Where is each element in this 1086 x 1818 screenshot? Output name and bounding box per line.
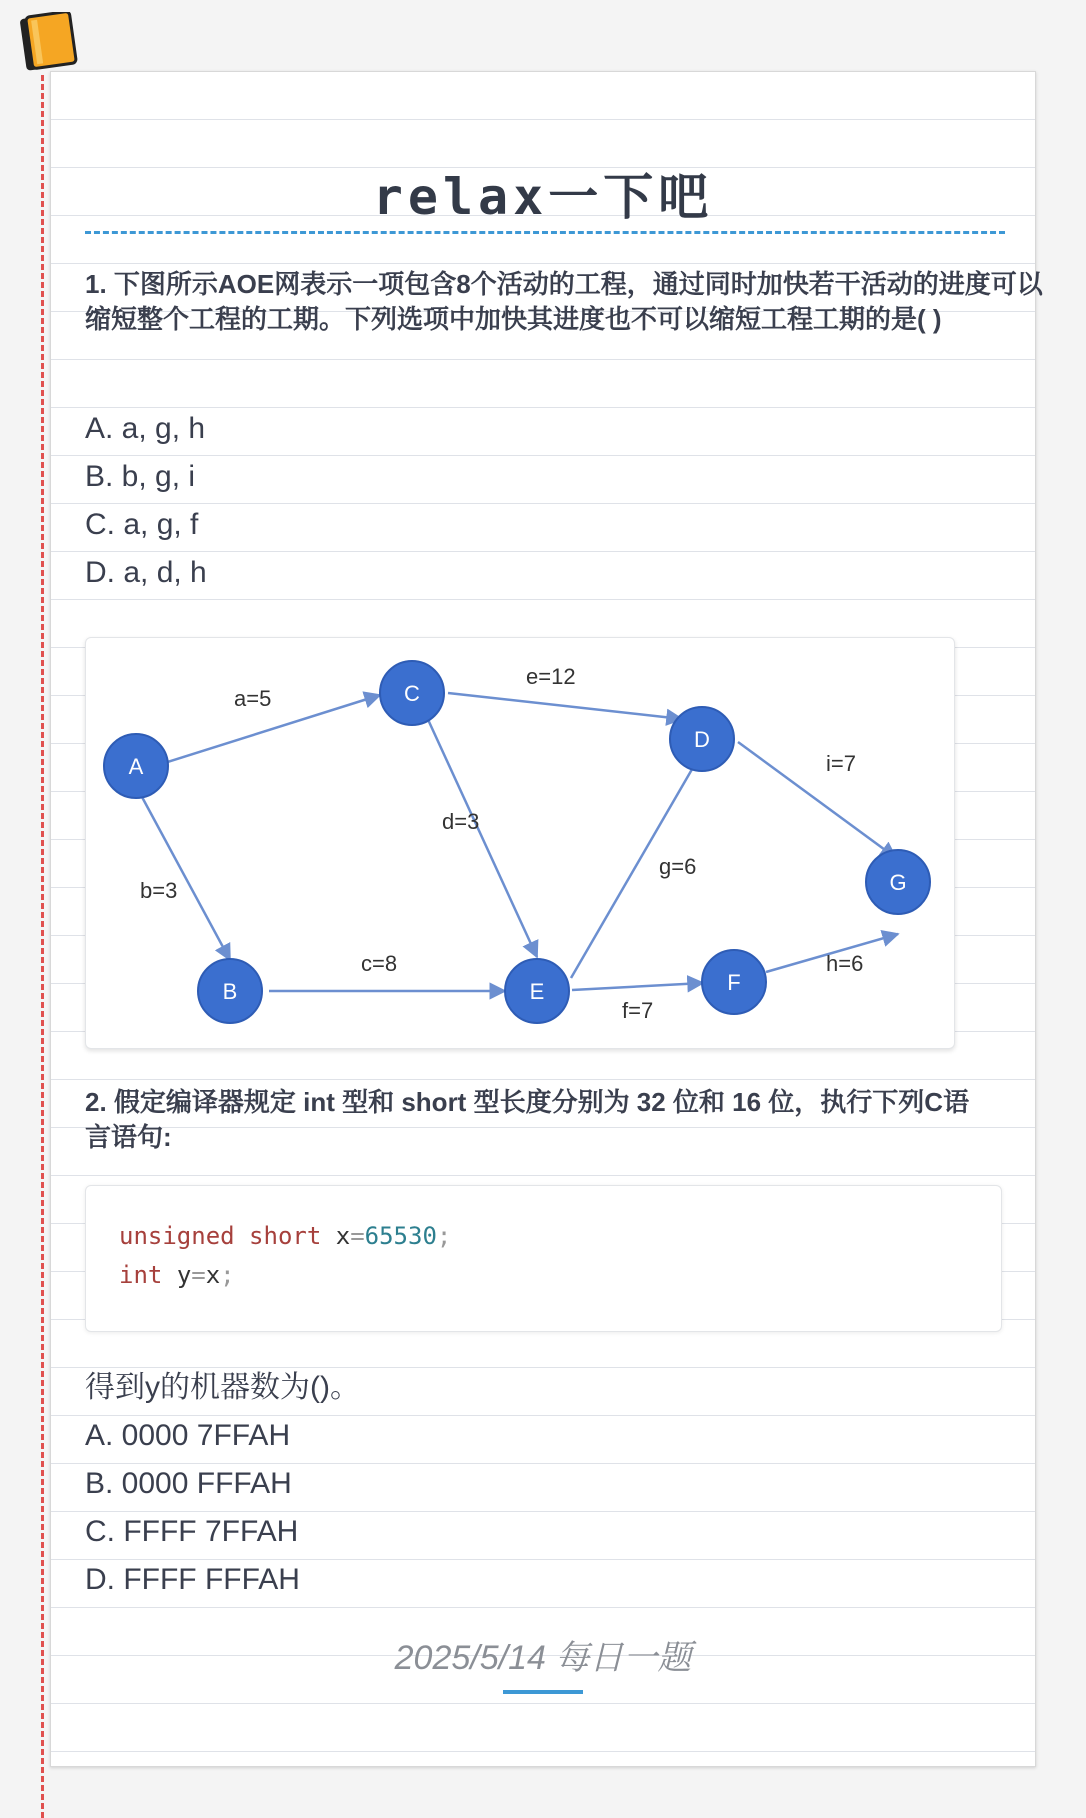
code-semicolon: ; [220,1261,235,1289]
q1-option-b[interactable]: B. b, g, i [85,460,196,493]
edge-i [738,742,896,858]
notebook-paper [50,71,1043,1767]
question-2-text: 2. 假定编译器规定 int 型和 short 型长度分别为 32 位和 16 位，执行下列C语言语句: [85,1087,970,1152]
node-label-b: B [222,979,238,1004]
edge-label-f: f=7 [622,998,654,1023]
node-label-g: G [889,870,907,895]
footer-underline [503,1690,583,1694]
code-variable: x [335,1222,351,1250]
footer-date: 2025/5/14 每日一题 [394,1639,692,1677]
q2-option-d[interactable]: D. FFFF FFFAH [85,1563,300,1596]
code-semicolon: ; [436,1222,452,1250]
q2-option-c[interactable]: C. FFFF 7FFAH [85,1515,299,1548]
node-label-e: E [529,979,545,1004]
node-label-d: D [694,727,710,752]
code-line-2 [119,1261,235,1289]
aoe-network-figure [85,637,955,1049]
node-label-f: F [727,970,741,995]
code-keyword: int [119,1261,163,1289]
code-operator: = [191,1261,206,1289]
code-operator: = [350,1222,365,1250]
page-title: relax一下吧 [372,168,714,226]
code-number: 65530 [364,1222,437,1250]
edge-e [448,693,682,719]
code-keyword: unsigned short [119,1222,322,1250]
code-line-1 [119,1222,451,1250]
edge-f [572,983,703,990]
question-1-text: 1. 下图所示AOE网表示一项包含8个活动的工程，通过同时加快若干活动的进度可以缩短整个工程的工期。下列选项中加快其进度也不可以缩短工程工期的是( ) [85,269,1043,334]
edge-label-c: c=8 [361,951,398,976]
edge-label-a: a=5 [234,686,272,711]
q1-option-d[interactable]: D. a, d, h [85,556,207,589]
edge-label-d: d=3 [442,809,480,834]
edge-label-h: h=6 [826,951,864,976]
code-block [85,1185,1002,1332]
code-variable: y [176,1261,192,1289]
edge-d [425,713,537,957]
node-label-c: C [404,681,420,706]
edge-label-e: e=12 [526,664,576,689]
q2-option-b[interactable]: B. 0000 FFFAH [85,1467,292,1500]
node-label-a: A [128,754,144,779]
title-divider [85,231,1005,234]
code-variable: x [205,1261,221,1289]
q1-option-c[interactable]: C. a, g, f [85,508,199,541]
margin-dashed-line [41,75,44,1818]
q1-option-a[interactable]: A. a, g, h [85,412,206,445]
edge-label-b: b=3 [140,878,178,903]
edge-label-g: g=6 [659,854,697,879]
edge-label-i: i=7 [826,751,856,776]
question-2-prompt: 得到y的机器数为()。 [85,1371,360,1404]
q2-option-a[interactable]: A. 0000 7FFAH [85,1419,291,1452]
aoe-network-diagram [86,638,954,1048]
notebook-icon [20,12,78,74]
